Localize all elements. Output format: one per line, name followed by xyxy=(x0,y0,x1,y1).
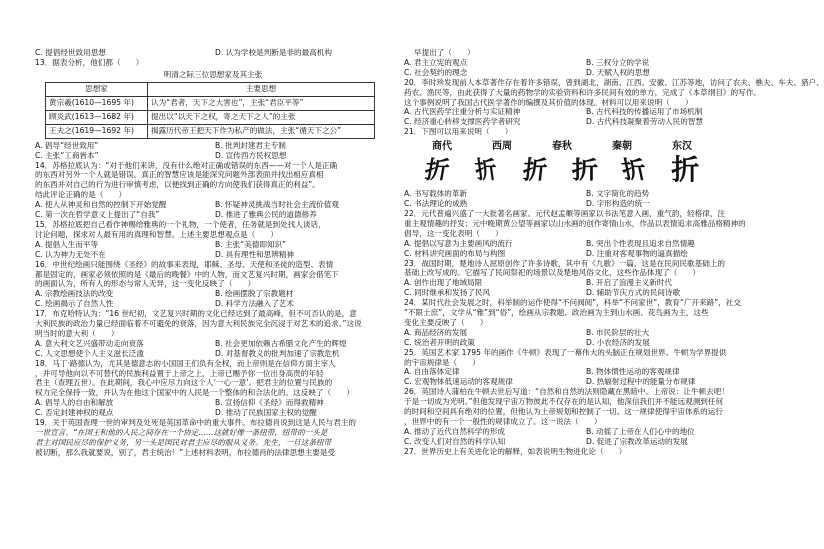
q17-option-b[interactable]: B. 社会更加依赖古希腊文化产生的辉煌 xyxy=(215,338,347,348)
q21-stem: 21．下图可以用来说明（ ） xyxy=(404,127,513,137)
q22-stem xyxy=(404,209,764,239)
q22-option-c[interactable]: C. 材料讲究画面的布局与构图 xyxy=(404,248,506,258)
q26-option-b[interactable]: B. 动摇了上帝在人们心中的地位 xyxy=(586,426,695,436)
q25-options xyxy=(404,367,764,387)
q13-option-d[interactable]: D. 宣传西方民权思想 xyxy=(215,150,287,160)
q18-option-d[interactable]: D. 推动了民族国家主权的觉醒 xyxy=(215,408,317,418)
q25-line: 25．英国艺术家 1795 年的画作《牛顿》表现了一幕伟大的头脑正在规划世界。牛顿为学界提供 xyxy=(404,347,727,357)
q26-option-d[interactable]: D. 促进了宗教改革运动的发展 xyxy=(586,436,688,446)
q27-stem: 27．世界历史上有关进化论的解释，如表说明生物进化论（ ） xyxy=(404,446,627,456)
table-header-row xyxy=(46,82,375,96)
table-header-thinker: 思想家 xyxy=(46,82,148,96)
q19-line: 被切断，那么我就要说，别了，君主统治！”上述材料表明，布拉德肖的法律思想主要是受 xyxy=(35,447,336,457)
q17-option-d[interactable]: D. 对基督教义的批判加速了宗教危机 xyxy=(215,348,340,358)
q22-option-d[interactable]: D. 注重对客观事物的逼真描绘 xyxy=(586,248,688,258)
q25-line: 的宇宙规律是（ ） xyxy=(404,357,480,367)
q18-option-a[interactable]: A. 倡导人的自由和解放 xyxy=(35,398,114,408)
q26-option-a[interactable]: A. 推动了近代自然科学的形成 xyxy=(404,426,506,436)
dynasty-label: 秦朝 xyxy=(612,141,632,153)
table-cell: 提出以“以天下之权，寄之天下之人”的主张 xyxy=(148,110,375,124)
q15-option-c[interactable]: C. 认为神力无处不在 xyxy=(35,249,106,259)
q15-line: 讨论问题，探求对人最有用的真理和智慧。上述主要思想观点是（ ） xyxy=(35,229,278,239)
q25-stem xyxy=(404,348,764,368)
q19-option-b[interactable]: B. 三权分立的学说 xyxy=(586,57,650,67)
dynasty-labels xyxy=(412,140,712,153)
q14-option-a[interactable]: A. 使人从神灵和自然的控制下开始觉醒 xyxy=(35,200,167,210)
glyph-western-zhou: 折 xyxy=(473,155,499,185)
q13-option-b[interactable]: B. 批判封建君主专制 xyxy=(215,140,286,150)
table-cell: 黄宗羲(1610—1695 年) xyxy=(46,96,148,110)
q19-options xyxy=(404,58,764,78)
q16-line: 的画面认为，所有人的形态与常人无异，这一变化反映了（ ） xyxy=(35,279,256,289)
q14-line: 的东西对另外一个人就是错误。真正的智慧应该是能深究问题外部表面并找出相应真相 xyxy=(35,170,324,180)
q13-options xyxy=(35,141,391,161)
q25-option-a[interactable]: A. 自由落体定律 xyxy=(404,367,460,377)
glyph-qin: 折 xyxy=(571,155,598,185)
q23-line: 基础上改写成的。它描写了民间祭祀的场景以及楚地风俗文化，这些作品体现了（ ） xyxy=(404,268,701,278)
q16-option-c[interactable]: C. 绘画揭示了自然人性 xyxy=(35,299,114,309)
q26-line: 的时间和空间具有绝对的位置，但他认为上帝规划和控制了一切。这一规律使得宇宙体系的运行 xyxy=(404,407,723,417)
q15-option-b[interactable]: B. 主张“美德即知识” xyxy=(215,239,287,249)
q16-stem xyxy=(35,260,391,290)
q24-line: “不限士庶”，文学从“雅”到“俗”，绘画从宗教题、政治画为主到山水画、花鸟画为主，这些 xyxy=(404,308,709,318)
glyph-eastern-han: 折 xyxy=(618,155,649,185)
q17-options xyxy=(35,339,391,359)
right-column xyxy=(404,48,824,549)
q23-options xyxy=(404,278,764,298)
q26-stem xyxy=(404,387,764,427)
left-column xyxy=(35,48,391,549)
q15-stem xyxy=(35,220,391,240)
q16-line: 16．中世纪绘画只能围绕《圣经》的故事来表现，耶稣、圣母、天使和圣徒的造型、表情 xyxy=(35,259,334,269)
q14-option-c[interactable]: C. 第一次在哲学意义上提出了“自我” xyxy=(35,210,160,220)
q19-line: 一世宣言。“在国王和他的人民之间存在一个协定……这就好像一条纽带，纽带的一头是 xyxy=(35,428,328,437)
q16-option-a[interactable]: A. 宗教绘画技法的改变 xyxy=(35,289,114,299)
table-row xyxy=(46,124,375,138)
q23-line: 23．战国时期，楚地诗人屈原创作了许多诗歌，其中有《九歌》一篇，这是在民间民歌基础上的 xyxy=(404,258,726,268)
q24-option-c[interactable]: C. 统治者开明的政策 xyxy=(404,337,475,347)
q19-stem xyxy=(35,418,391,458)
dynasty-label: 西周 xyxy=(492,141,512,153)
q16-options xyxy=(35,289,391,309)
q20-option-a[interactable]: A. 古代医药学注重分析与实证精神 xyxy=(404,107,521,117)
q18-options xyxy=(35,398,391,418)
q24-line: 变化主要反映了（ ） xyxy=(404,317,488,327)
q12-option-c[interactable]: C. 提倡经世致用思想 xyxy=(35,48,106,57)
q20-options xyxy=(404,107,764,127)
q17-line: 17．布克哈特认为：“16 世纪初，文艺复兴时期的文化已经达到了最高峰，但不可否认的是，意 xyxy=(35,309,357,319)
q20-option-b[interactable]: B. 古代科技的传播运用了市场机制 xyxy=(586,107,703,117)
q23-option-a[interactable]: A. 创作出现了地域局限 xyxy=(404,278,483,288)
q20-line: 20．李时珍发现前人本草著作存在着许多错误，曾到湖北、湖南、江西、安徽、江苏等地，访问了农夫、樵夫、车夫、猎户、 xyxy=(404,77,824,87)
q14-stem xyxy=(35,161,391,201)
glyph-shang: 折 xyxy=(422,155,452,185)
q21-option-c[interactable]: C. 书法理论的成熟 xyxy=(404,199,468,209)
table-row xyxy=(46,96,375,110)
q13-table-caption: 明清之际三位思想家及其主张 xyxy=(163,69,263,79)
q23-stem xyxy=(404,259,764,279)
q19-continuation: 早提出了（ ） xyxy=(414,48,475,57)
q25-option-d[interactable]: D. 热辐射过程中的能量分布规律 xyxy=(586,377,696,387)
q26-line: 26．英国诗人蒲柏在牛顿去世后写道：“自然和自然的法则隐藏在黑暗中。上帝说：让牛顿去吧！ xyxy=(404,387,729,397)
q23-option-c[interactable]: C. 同时继承和发扬了民风 xyxy=(404,288,491,298)
q21-option-b[interactable]: B. 文字简化的趋势 xyxy=(586,189,650,199)
character-evolution-image xyxy=(412,155,712,185)
q16-line: 都是固定的，画家必须依照的是《最后的晚餐》中的人物，而文艺复兴时期，画家会借笔下 xyxy=(35,269,339,279)
q14-option-d[interactable]: D. 推进了雅典公民的道德修养 xyxy=(215,210,317,220)
table-header-ideas: 主要思想 xyxy=(148,82,375,96)
q23-option-b[interactable]: B. 开启了浪漫主义新时代 xyxy=(586,278,672,288)
q22-line: 重主观情趣的抒发；元中晚期黄公望等画家以山水画的创作寄情山水，作品以表情追求高雅品格精神的 xyxy=(404,218,746,228)
q26-line: 于是一切成为光明。”但他发现宇宙万物彼此不仅存在的是认知，他深信我们并不能远观测到任何 xyxy=(404,397,724,407)
table-cell: 王夫之(1619—1692 年) xyxy=(46,124,148,138)
dynasty-label: 商代 xyxy=(432,141,452,153)
q17-line: 明当时的意大利（ ） xyxy=(35,328,119,338)
q24-stem xyxy=(404,298,764,328)
q16-option-b[interactable]: B. 绘画摆脱了宗教题材 xyxy=(215,289,294,299)
q13-option-c[interactable]: C. 主张“工商皆本” xyxy=(35,150,99,160)
table-cell: 揭露历代帝王把天下作为私产的做法，主张“循天下之公” xyxy=(148,124,375,138)
table-cell: 认为“君者，天下之大害也”，主张“君臣平等” xyxy=(148,96,375,110)
q20-option-c[interactable]: C. 经济重心转移支撑医药学者研究 xyxy=(404,117,521,127)
q15-option-a[interactable]: A. 提倡人生而平等 xyxy=(35,239,99,249)
q14-line: 结此评论正确的是（ ） xyxy=(35,190,127,200)
q15-options xyxy=(35,240,391,260)
q19-line: 19．关于英国查理一世的审判及处死是英国革命中的重大事件。布拉德肖说到这是人民与君主的 xyxy=(35,418,357,428)
q13-table xyxy=(45,82,375,139)
q22-option-b[interactable]: B. 突出个性表现且追求自然情趣 xyxy=(586,238,695,248)
q17-line: 大利民族的政治力量已经面临着不可避免的衰落，因为意大利民族完全沉浸于对艺术的追求。”这说 xyxy=(35,319,362,329)
q21-option-d[interactable]: D. 字形构造的统一 xyxy=(586,199,650,209)
q20-line: 这个事例说明了我国古代医学著作的编撰及其价值的体现。材料可以用来说明（ ） xyxy=(404,97,693,107)
q22-line: 22．元代普遍兴盛了一大批著名画家。元代赵孟頫等画家以书法笔意入画，重气韵，轻格律，注 xyxy=(404,208,726,218)
q13-stem: 13．据表分析，他们都（ ） xyxy=(35,57,144,67)
q16-option-d[interactable]: D. 科学方法融入了艺术 xyxy=(215,299,295,309)
q23-option-d[interactable]: D. 辅助节庆方式的民间诗歌 xyxy=(586,288,681,298)
q22-line: 倡导，这一变化表明（ ） xyxy=(404,228,503,238)
table-cell: 顾炎武(1613—1682 年) xyxy=(46,110,148,124)
q25-option-b[interactable]: B. 物体惯性运动的客观规律 xyxy=(586,367,680,377)
q24-option-a[interactable]: A. 商品经济的发展 xyxy=(404,327,468,337)
q17-option-c[interactable]: C. 人文思想使个人主义滋长泛滥 xyxy=(35,348,144,358)
dynasty-label: 春秋 xyxy=(552,141,572,153)
q18-stem xyxy=(35,359,391,399)
q26-line: ，世界中的有一个一般性的规律成立了。这一说法（ ） xyxy=(404,417,602,426)
q14-line: 14．苏格拉底认为：“对于他们来讲，没有什么绝对正确或错误的东西——对一个人是正确 xyxy=(35,160,338,170)
q14-line: 的东西并对自己的行为进行审慎考虑，以便找到正确的方向使我们获得真正的利益”。 xyxy=(35,180,320,190)
q18-line: 君主（查理五世）。在此期间，我心中应尽力向这个人‘一心一意’。把君主的位置与民族的 xyxy=(35,378,333,388)
q17-stem xyxy=(35,309,391,339)
dynasty-label: 东汉 xyxy=(672,141,692,153)
q18-option-b[interactable]: B. 宣扬信仰《圣经》而得救精神 xyxy=(215,398,324,408)
q24-option-b[interactable]: B. 市民阶层的壮大 xyxy=(586,327,650,337)
q19-option-d[interactable]: D. 天赋人权的思想 xyxy=(586,67,650,77)
q20-line: 药农、渔民等，由此获得了大量的药物学的实验资料和许多民间有效的单方，完成了《本草纲目》的写作。 xyxy=(404,87,761,97)
q18-line: 18．马丁·路德认为，尤其是德意志的小国国王们负有全权，而上帝则是在信仰方面主宰人 xyxy=(35,358,336,368)
q26-options xyxy=(404,427,764,447)
q24-option-d[interactable]: D. 小农经济的发展 xyxy=(586,337,650,347)
q18-line: 权力完全保持一致，并认为在他这个国家中的人民是一个整体的和合法化的。这反映了（ ） xyxy=(35,388,354,398)
q20-option-d[interactable]: D. 古代科技凝聚着劳动人民的智慧 xyxy=(586,117,703,127)
q19-option-c[interactable]: C. 社会契约的理念 xyxy=(404,67,468,77)
q22-option-a[interactable]: A. 提倡以写意为主要画风的流行 xyxy=(404,238,513,248)
q24-options xyxy=(404,328,764,348)
q15-option-d[interactable]: D. 具有理性和思辨精神 xyxy=(215,249,295,259)
q26-option-c[interactable]: C. 改变人们对自然的科学认知 xyxy=(404,436,506,446)
q12-options xyxy=(35,48,391,58)
q24-line: 24．某时代社会发展之时，科举制的运作使得“不问阀阅”，科举“不问家世”，教育“广开来路”，社交 xyxy=(404,298,742,308)
q13-option-a[interactable]: A. 倡导“经世致用” xyxy=(35,140,99,150)
table-row xyxy=(46,110,375,124)
q15-line: 15．苏格拉底把自己看作神赐给雅典的一个礼物，一个使者，任务就是到处找人谈话， xyxy=(35,219,326,229)
q12-option-d[interactable]: D. 认为学校是判断是非的最高机构 xyxy=(215,48,332,57)
q14-option-b[interactable]: B. 怀疑神灵挑战当时社会主流价值观 xyxy=(215,200,339,210)
glyph-regular: 折 xyxy=(671,153,700,187)
glyph-spring-autumn: 折 xyxy=(521,154,549,185)
q18-line: ，并可导他向以不可替代的民族利益置于上帝之上，上帝已赐予你一位出身高贵的年轻 xyxy=(35,368,324,378)
q14-options xyxy=(35,200,391,220)
q21-option-a[interactable]: A. 书写载体的革新 xyxy=(404,189,468,199)
q19-line: 君主对国民应尽的保护义务，另一头是国民对君主应尽的服从义务。先生，一旦这条纽带 xyxy=(35,437,332,447)
q21-options xyxy=(404,189,764,209)
q20-stem xyxy=(404,77,824,108)
q18-option-c[interactable]: C. 否定封建神权的观点 xyxy=(35,408,114,418)
q22-options xyxy=(404,239,764,259)
q25-option-c[interactable]: C. 宏观物体低速运动的客观规律 xyxy=(404,377,513,387)
q19-option-a[interactable]: A. 君主立宪的观点 xyxy=(404,57,468,67)
q17-option-a[interactable]: A. 意大利文艺兴盛带动走向衰落 xyxy=(35,338,144,348)
